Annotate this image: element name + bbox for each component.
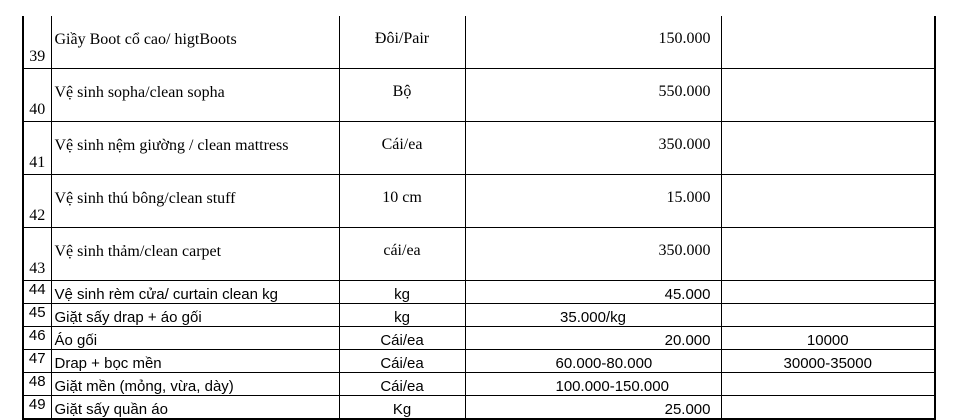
service-name-cell[interactable]: Giặt sấy drap + áo gối <box>51 304 339 327</box>
service-name-cell[interactable]: Giặt sấy quần áo <box>51 396 339 420</box>
row-number-cell[interactable]: 44 <box>23 281 51 304</box>
table-body <box>23 16 935 419</box>
price-cell[interactable]: 150.000 <box>465 16 721 69</box>
row-number-cell[interactable]: 49 <box>23 396 51 420</box>
note-price-cell[interactable]: 10000 <box>721 327 935 350</box>
row-number-cell[interactable]: 45 <box>23 304 51 327</box>
table-row <box>23 396 935 420</box>
note-price-cell[interactable]: 30000-35000 <box>721 350 935 373</box>
price-cell[interactable]: 25.000 <box>465 396 721 420</box>
row-number-cell[interactable]: 43 <box>23 228 51 281</box>
service-name-cell[interactable]: Vệ sinh sopha/clean sopha <box>51 69 339 122</box>
table-row <box>23 16 935 69</box>
unit-cell[interactable]: Cái/ea <box>339 350 465 373</box>
price-cell[interactable]: 20.000 <box>465 327 721 350</box>
note-price-cell[interactable] <box>721 69 935 122</box>
table-row <box>23 228 935 281</box>
note-price-cell[interactable] <box>721 16 935 69</box>
table-row <box>23 304 935 327</box>
row-number-cell[interactable]: 46 <box>23 327 51 350</box>
note-price-cell[interactable] <box>721 175 935 228</box>
price-cell[interactable]: 60.000-80.000 <box>465 350 721 373</box>
table-row <box>23 373 935 396</box>
price-cell[interactable]: 350.000 <box>465 122 721 175</box>
price-cell[interactable]: 100.000-150.000 <box>465 373 721 396</box>
unit-cell[interactable]: Cái/ea <box>339 122 465 175</box>
unit-cell[interactable]: Kg <box>339 396 465 420</box>
table-row <box>23 327 935 350</box>
unit-cell[interactable]: Bộ <box>339 69 465 122</box>
row-number-cell[interactable]: 48 <box>23 373 51 396</box>
unit-cell[interactable]: kg <box>339 281 465 304</box>
table-row <box>23 69 935 122</box>
service-name-cell[interactable]: Áo gối <box>51 327 339 350</box>
price-cell[interactable]: 35.000/kg <box>465 304 721 327</box>
note-price-cell[interactable] <box>721 228 935 281</box>
unit-cell[interactable]: Cái/ea <box>339 327 465 350</box>
row-number-cell[interactable]: 42 <box>23 175 51 228</box>
row-number-cell[interactable]: 41 <box>23 122 51 175</box>
service-price-table <box>22 16 936 420</box>
note-price-cell[interactable] <box>721 281 935 304</box>
service-name-cell[interactable]: Vệ sinh thú bông/clean stuff <box>51 175 339 228</box>
service-name-cell[interactable]: Giặt mền (mỏng, vừa, dày) <box>51 373 339 396</box>
note-price-cell[interactable] <box>721 396 935 420</box>
price-cell[interactable]: 550.000 <box>465 69 721 122</box>
price-cell[interactable]: 45.000 <box>465 281 721 304</box>
table-row <box>23 281 935 304</box>
service-name-cell[interactable]: Giầy Boot cổ cao/ higtBoots <box>51 16 339 69</box>
service-name-cell[interactable]: Drap + bọc mền <box>51 350 339 373</box>
unit-cell[interactable]: 10 cm <box>339 175 465 228</box>
table-row <box>23 350 935 373</box>
note-price-cell[interactable] <box>721 304 935 327</box>
unit-cell[interactable]: Đôi/Pair <box>339 16 465 69</box>
service-name-cell[interactable]: Vệ sinh nệm giường / clean mattress <box>51 122 339 175</box>
unit-cell[interactable]: Cái/ea <box>339 373 465 396</box>
unit-cell[interactable]: kg <box>339 304 465 327</box>
note-price-cell[interactable] <box>721 373 935 396</box>
row-number-cell[interactable]: 40 <box>23 69 51 122</box>
row-number-cell[interactable]: 39 <box>23 16 51 69</box>
unit-cell[interactable]: cái/ea <box>339 228 465 281</box>
table-row <box>23 175 935 228</box>
price-cell[interactable]: 15.000 <box>465 175 721 228</box>
table-row <box>23 122 935 175</box>
price-cell[interactable]: 350.000 <box>465 228 721 281</box>
service-name-cell[interactable]: Vệ sinh rèm cửa/ curtain clean kg <box>51 281 339 304</box>
row-number-cell[interactable]: 47 <box>23 350 51 373</box>
service-name-cell[interactable]: Vệ sinh thảm/clean carpet <box>51 228 339 281</box>
note-price-cell[interactable] <box>721 122 935 175</box>
